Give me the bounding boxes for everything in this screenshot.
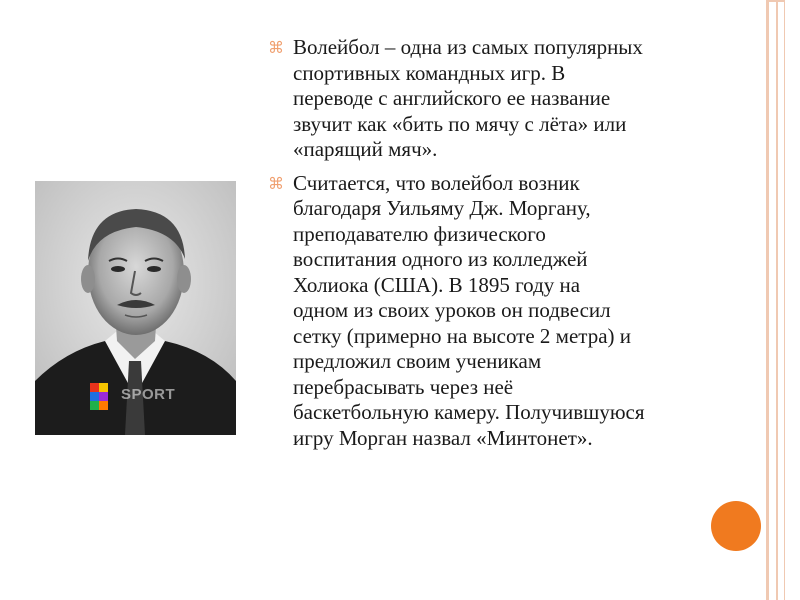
paragraph-line: звучит как «бить по мячу с лёта» или (293, 111, 627, 136)
orange-circle (711, 501, 761, 551)
watermark-text: SPORT (121, 386, 176, 403)
text-content (268, 35, 758, 459)
paragraph-line: сетку (примерно на высоте 2 метра) и (293, 323, 632, 348)
paragraph-line: перебрасывать через неё (293, 374, 514, 399)
paragraph-line: воспитания одного из колледжей (293, 247, 588, 271)
bullet-arrow-icon: ⌘ (268, 38, 284, 57)
paragraph-line: спортивных командных игр. В (293, 60, 566, 85)
paragraph-line: баскетбольную камеру. Получившуюся (293, 400, 645, 424)
paragraph-line: Считается, что волейбол возник (293, 170, 580, 195)
paragraph-line: благодаря Уильяму Дж. Моргану, (293, 196, 591, 220)
paragraph-line: переводе с английского ее название (293, 86, 611, 110)
frame-top-line (766, 0, 785, 2)
paragraph-line: преподавателю физического (293, 221, 546, 246)
paragraph-line: «парящий мяч». (293, 137, 438, 161)
bullet-arrow-icon: ⌘ (268, 173, 284, 193)
paragraph-line: Волейбол – одна из самых популярных (293, 35, 643, 59)
paragraph-line: Холиока (США). В 1895 году на (293, 272, 581, 297)
paragraph-line: предложил своим ученикам (293, 349, 542, 373)
frame-line (784, 0, 785, 600)
frame-line (766, 0, 769, 600)
paragraph-2 (268, 171, 758, 452)
paragraph-1 (268, 35, 758, 163)
frame-line (776, 0, 778, 600)
paragraph-line: одном из своих уроков он подвесил (293, 298, 611, 322)
portrait-photo (35, 181, 236, 435)
paragraph-line: игру Морган назвал «Минтонет». (293, 425, 593, 450)
